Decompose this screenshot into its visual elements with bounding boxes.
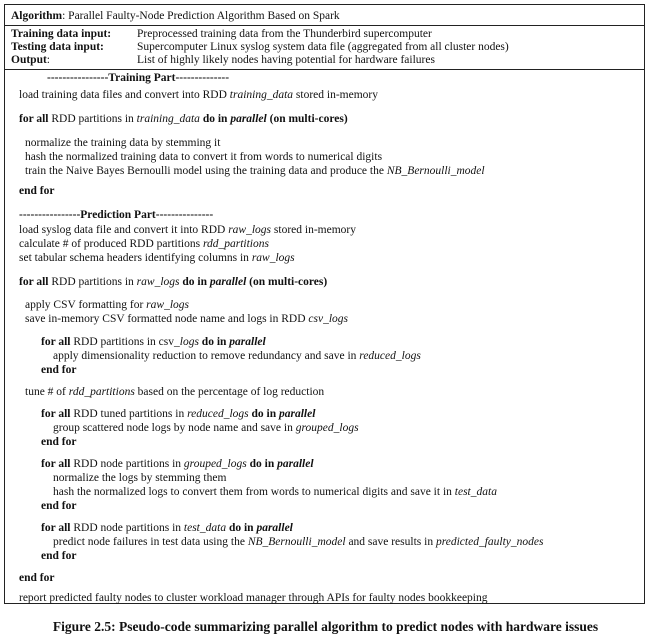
keyword: for all (41, 522, 71, 534)
keyword: for all (41, 336, 71, 348)
variable-name: predicted_faulty_nodes (435, 536, 544, 548)
code-line (41, 549, 76, 563)
code-line (53, 421, 359, 435)
divider (5, 69, 644, 70)
keyword: (on multi-cores) (246, 276, 328, 288)
variable-name: raw_logs (251, 252, 295, 264)
code-line (41, 457, 314, 471)
algorithm-name: : Parallel Faulty-Node Prediction Algorithm Based on Spark (62, 10, 340, 22)
code-line (19, 88, 378, 102)
code-text: save in-memory CSV formatted node name and logs in RDD (25, 313, 309, 325)
code-line (41, 499, 76, 513)
code-line (53, 535, 543, 549)
algorithm-box (4, 4, 645, 604)
variable-name: rdd_partitions (68, 386, 135, 398)
keyword: do in (198, 336, 230, 348)
variable-name: rdd_partitions (202, 238, 269, 250)
code-line (19, 591, 488, 605)
keyword-parallel: parallel (229, 336, 266, 348)
code-line (19, 571, 54, 585)
keyword: end for (19, 572, 55, 584)
code-text: load syslog data file and convert it into RDD (19, 224, 229, 236)
code-text: and save results in (345, 536, 436, 548)
output-value: List of highly likely nodes having potential for hardware failures (137, 54, 435, 66)
code-line (53, 471, 226, 485)
code-line (25, 164, 485, 178)
code-text: RDD tuned partitions in (70, 408, 188, 420)
code-line (19, 184, 54, 198)
output-label-text: Output (11, 54, 47, 66)
training-input-row (11, 27, 432, 41)
variable-name: grouped_logs (295, 422, 359, 434)
code-text: train the Naive Bayes Bernoulli model using the training data and produce the (25, 165, 387, 177)
keyword: end for (41, 500, 77, 512)
code-line (25, 136, 220, 150)
variable-name: raw_logs (228, 224, 272, 236)
testing-input-label: Testing data input: (11, 41, 104, 53)
variable-name: raw_logs (136, 276, 180, 288)
code-text: RDD node partitions in (70, 522, 184, 534)
testing-input-row (11, 40, 509, 54)
code-text: stored in-memory (293, 89, 378, 101)
keyword: end for (41, 364, 77, 376)
code-text: apply dimensionality reduction to remove redundancy and save in (53, 350, 360, 362)
code-text: set tabular schema headers identifying columns in (19, 252, 252, 264)
variable-name: raw_logs (146, 299, 189, 311)
keyword: do in (179, 276, 210, 288)
code-text: predict node failures in test data using the (53, 536, 248, 548)
code-text: hash the normalized training data to convert it from words to numerical digits (25, 151, 383, 163)
code-text: RDD partitions in (48, 113, 137, 125)
code-text: apply CSV formatting for (25, 299, 147, 311)
variable-name: reduced_logs (359, 350, 421, 362)
code-line (25, 150, 382, 164)
algorithm-title (11, 9, 340, 23)
code-line (53, 349, 421, 363)
code-text: stored in-memory (271, 224, 356, 236)
variable-name: grouped_logs (183, 458, 247, 470)
code-text: normalize the training data by stemming it (25, 137, 221, 149)
keyword: do in (248, 408, 280, 420)
keyword: end for (41, 550, 77, 562)
keyword: do in (226, 522, 257, 534)
figure-caption: Figure 2.5: Pseudo-code summarizing parallel algorithm to predict nodes with hardware issues (52, 619, 599, 634)
keyword: (on multi-cores) (266, 113, 348, 125)
output-label (11, 53, 50, 67)
keyword-parallel: parallel (209, 276, 247, 288)
variable-name: csv_logs (308, 313, 349, 325)
code-text: load training data files and convert into RDD (19, 89, 230, 101)
code-text: calculate # of produced RDD partitions (19, 238, 203, 250)
keyword-parallel: parallel (230, 113, 267, 125)
keyword: end for (41, 436, 77, 448)
code-line (41, 435, 76, 449)
variable-name: NB_Bernoulli_model (386, 165, 485, 177)
keyword: for all (41, 408, 71, 420)
divider (5, 25, 644, 26)
code-line (25, 385, 324, 399)
code-text: RDD partitions in (48, 276, 137, 288)
output-label-colon: : (46, 54, 50, 66)
code-text: normalize the logs by stemming them (53, 472, 227, 484)
variable-name: training_data (136, 113, 200, 125)
keyword-parallel: parallel (277, 458, 314, 470)
keyword: for all (19, 113, 49, 125)
code-text: group scattered node logs by node name and save in (53, 422, 296, 434)
code-text: report predicted faulty nodes to cluster workload manager through APIs for faulty nodes bookkeeping (19, 592, 488, 604)
keyword-parallel: parallel (256, 522, 293, 534)
code-line (53, 485, 497, 499)
variable-name: reduced_logs (187, 408, 249, 420)
code-text: hash the normalized logs to convert them from words to numerical digits and save it in (53, 486, 455, 498)
training-input-label: Training data input: (11, 28, 112, 40)
variable-name: logs (179, 336, 199, 348)
code-text: RDD node partitions in (70, 458, 184, 470)
code-line (41, 335, 266, 349)
code-line (19, 251, 295, 265)
training-input-value: Preprocessed training data from the Thunderbird supercomputer (137, 28, 432, 40)
keyword: for all (41, 458, 71, 470)
code-text: RDD partitions in csv_ (70, 336, 180, 348)
keyword: end for (19, 185, 55, 197)
algorithm-label: Algorithm (11, 10, 63, 22)
code-text: based on the percentage of log reduction (134, 386, 325, 398)
code-line (19, 208, 213, 222)
keyword: ----------------Training Part-------------- (47, 72, 230, 84)
variable-name: test_data (183, 522, 227, 534)
output-row (11, 53, 435, 67)
variable-name: NB_Bernoulli_model (247, 536, 346, 548)
code-line (41, 363, 76, 377)
code-line (19, 223, 356, 237)
keyword: for all (19, 276, 49, 288)
code-line (19, 275, 327, 289)
code-line (19, 237, 269, 251)
testing-input-value: Supercomputer Linux syslog system data file (aggregated from all cluster nodes) (137, 41, 509, 53)
code-text: tune # of (25, 386, 69, 398)
code-line (25, 312, 348, 326)
keyword: do in (246, 458, 278, 470)
code-line (41, 407, 315, 421)
keyword-parallel: parallel (279, 408, 316, 420)
keyword: ----------------Prediction Part--------------- (19, 209, 214, 221)
variable-name: test_data (454, 486, 497, 498)
code-line (25, 298, 189, 312)
code-line (19, 112, 348, 126)
code-line (41, 521, 293, 535)
code-line (47, 71, 229, 85)
keyword: do in (199, 113, 231, 125)
variable-name: training_data (229, 89, 294, 101)
